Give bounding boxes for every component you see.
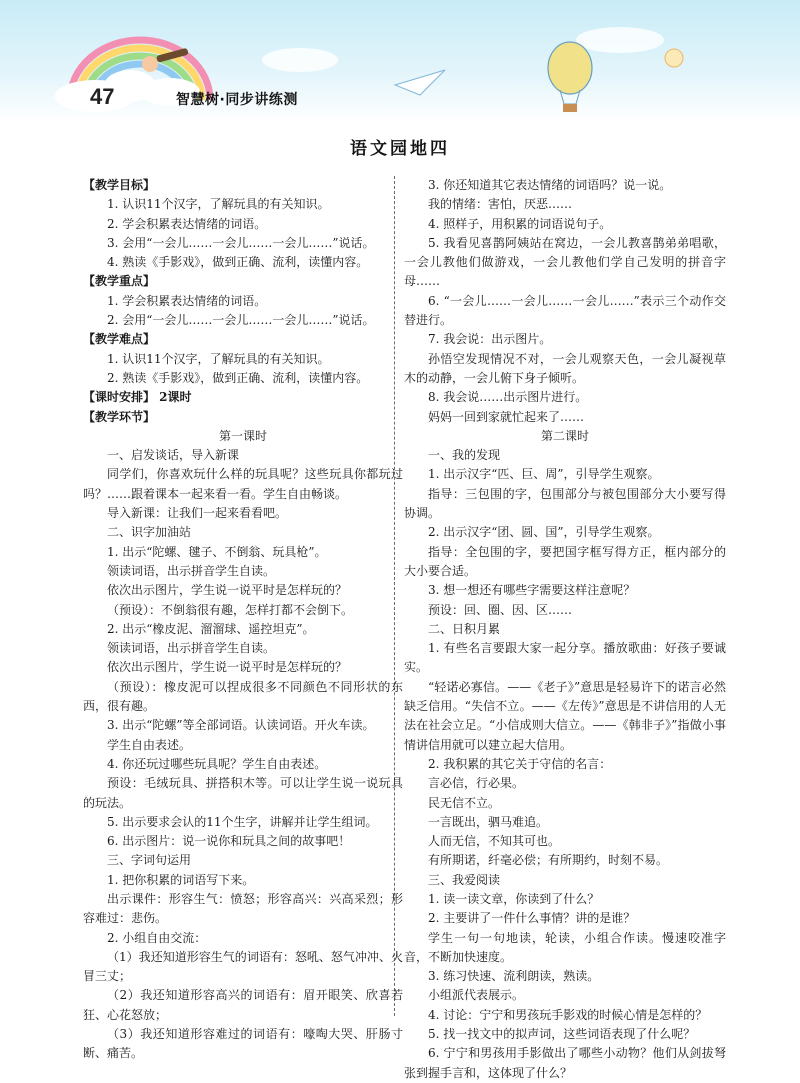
left-column-paragraph: 出示课件：形容生气：愤怒；形容高兴：兴高采烈；形容难过：悲伤。	[83, 891, 403, 926]
left-column-paragraph: 2. 学会积累表达情绪的词语。	[107, 216, 267, 231]
series-title: 智慧树·同步讲练测	[176, 92, 298, 108]
right-column-paragraph: 6. 宁宁和男孩用手影做出了哪些小动物？他们从剑拔弩张到握手言和，这体现了什么？	[404, 1046, 726, 1080]
right-column-paragraph: 预设：回、圈、因、区……	[428, 602, 573, 617]
right-column-paragraph: “轻诺必寡信。——《老子》”意思是轻易许下的诺言必然缺乏信用。“失信不立。——《左传》”意思是不讲信用的人无法在社会立足。“小信成则大信立。——《韩非子》”指做小事情讲信用就可以建立起大信用。	[404, 679, 726, 752]
right-column-paragraph: 2. 主要讲了一件什么事情？讲的是谁？	[428, 911, 636, 926]
left-column-paragraph: 1. 出示“陀螺、毽子、不倒翁、玩具枪”。	[107, 544, 327, 559]
right-column-paragraph: 4. 照样子，用积累的词语说句子。	[428, 216, 612, 231]
right-column-paragraph: 民无信不立。	[428, 795, 501, 810]
left-column-paragraph: 1. 把你积累的词语写下来。	[107, 872, 255, 887]
left-column-paragraph: 领读词语，出示拼音学生自读。	[107, 641, 276, 656]
right-column-paragraph: 一言既出，驷马难追。	[428, 814, 549, 829]
chapter-title: 语文园地四	[350, 139, 450, 159]
left-column-paragraph: （预设）：不倒翁很有趣，怎样打都不会倒下。	[107, 602, 354, 617]
right-column-paragraph: 3. 练习快速、流利朗读，熟读。	[428, 969, 600, 984]
left-column-paragraph: 1. 认识11个汉字，了解玩具的有关知识。	[107, 197, 330, 212]
left-column-paragraph: （2）我还知道形容高兴的词语有：眉开眼笑、欣喜若狂、心花怒放；	[83, 988, 403, 1022]
paper-plane-icon	[395, 70, 445, 95]
right-column-paragraph: 一、我的发现	[428, 448, 501, 463]
right-column-paragraph: 二、日积月累	[428, 621, 501, 636]
left-column-paragraph: 【教学重点】	[83, 274, 156, 289]
left-column-paragraph: （3）我还知道形容难过的词语有：嚎啕大哭、肝肠寸断、痛苦。	[83, 1027, 403, 1061]
left-column-paragraph: 【课时安排】 2课时	[83, 390, 192, 405]
right-column-paragraph: 3. 想一想还有哪些字需要这样注意呢？	[428, 583, 636, 598]
left-column-paragraph: （1）我还知道形容生气的词语有：怒吼、怒气冲冲、火冒三丈；	[83, 949, 403, 984]
left-column-paragraph: 依次出示图片，学生说一说平时是怎样玩的？	[107, 583, 348, 598]
right-column-paragraph: 有所期诺，纤毫必偿；有所期约，时刻不易。	[428, 853, 669, 868]
left-column-paragraph: （预设）：橡皮泥可以捏成很多不同颜色不同形状的东西，很有趣。	[83, 679, 403, 714]
right-column-paragraph: 5. 找一找文中的拟声词，这些词语表现了什么呢？	[428, 1027, 696, 1042]
left-column-paragraph: 2. 小组自由交流：	[107, 930, 207, 945]
left-column-paragraph: 6. 出示图片：说一说你和玩具之间的故事吧！	[107, 834, 351, 849]
header-decoration	[0, 0, 800, 122]
right-column-paragraph: 我的情绪：害怕，厌恶……	[428, 197, 573, 212]
right-column	[404, 176, 726, 1083]
right-column-paragraph: 学生一句一句地读，轮读，小组合作读。慢速咬准字音，不断加快速度。	[404, 930, 726, 964]
left-column-paragraph: 3. 出示“陀螺”等全部词语。认读词语。开火车读。	[107, 718, 375, 733]
left-column-paragraph: 学生自由表述。	[107, 737, 192, 752]
left-column-paragraph: 二、识字加油站	[107, 525, 192, 540]
right-column-paragraph: 孙悟空发现情况不对，一会儿观察天色，一会儿凝视草木的动静，一会儿俯下身子倾听。	[404, 351, 726, 385]
left-column-paragraph: 2. 会用“一会儿……一会儿……一会儿……”说话。	[107, 313, 375, 328]
right-column-paragraph: 小组派代表展示。	[428, 988, 525, 1003]
sun-icon	[665, 49, 683, 67]
right-column-paragraph: 三、我爱阅读	[428, 872, 501, 887]
right-column-paragraph: 第二课时	[540, 428, 589, 443]
right-column-paragraph: 3. 你还知道其它表达情绪的词语吗？说一说。	[428, 178, 672, 192]
right-column-paragraph: 指导：全包围的字，要把国字框写得方正，框内部分的大小要合适。	[404, 544, 726, 578]
hot-air-balloon-icon	[548, 42, 592, 112]
left-column-paragraph: 4. 熟读《手影戏》，做到正确、流利，读懂内容。	[107, 255, 369, 270]
left-column-paragraph: 第一课时	[218, 428, 267, 443]
left-column-paragraph: 4. 你还玩过哪些玩具呢？学生自由表述。	[107, 756, 327, 771]
left-column-paragraph: 领读词语，出示拼音学生自读。	[107, 563, 276, 578]
right-column-paragraph: 6. “一会儿……一会儿……一会儿……”表示三个动作交替进行。	[404, 293, 726, 328]
left-column-paragraph: 2. 出示“橡皮泥、溜溜球、遥控坦克”。	[107, 621, 315, 636]
left-column-paragraph: 同学们，你喜欢玩什么样的玩具呢？这些玩具你都玩过吗？……跟着课本一起来看一看。学生自由畅谈。	[83, 467, 403, 501]
left-column-paragraph: 一、启发谈话，导入新课	[107, 448, 240, 463]
left-column-paragraph: 预设：毛绒玩具、拼搭积木等。可以让学生说一说玩具的玩法。	[83, 776, 403, 810]
page-header	[0, 0, 800, 122]
left-column-paragraph: 三、字词句运用	[107, 853, 192, 868]
right-column-paragraph: 4. 讨论：宁宁和男孩玩手影戏的时候心情是怎样的？	[428, 1007, 708, 1022]
left-column-paragraph: 【教学环节】	[83, 409, 156, 424]
left-column-paragraph: 导入新课：让我们一起来看看吧。	[107, 506, 288, 521]
left-column-paragraph: 1. 认识11个汉字，了解玩具的有关知识。	[107, 351, 330, 366]
right-column-paragraph: 8. 我会说……出示图片进行。	[428, 390, 588, 405]
left-column-paragraph: 3. 会用“一会儿……一会儿……一会儿……”说话。	[107, 235, 375, 250]
page-number: 47	[90, 84, 115, 109]
right-column-paragraph: 2. 我积累的其它关于守信的名言：	[428, 756, 612, 771]
right-column-paragraph: 5. 我看见喜鹊阿姨站在窝边，一会儿教喜鹊弟弟唱歌，一会儿教他们做游戏，一会儿教他们学自己发明的拼音字母……	[404, 235, 726, 289]
right-column-paragraph: 人而无信，不知其可也。	[428, 834, 561, 849]
left-column-paragraph: 【教学目标】	[83, 178, 156, 192]
right-column-paragraph: 言必信，行必果。	[428, 776, 525, 791]
left-column	[83, 176, 403, 1064]
left-column-paragraph: 1. 学会积累表达情绪的词语。	[107, 293, 267, 308]
right-column-paragraph: 7. 我会说：出示图片。	[428, 332, 552, 347]
left-column-paragraph: 5. 出示要求会认的11个生字，讲解并让学生组词。	[107, 814, 378, 829]
right-column-paragraph: 指导：三包围的字，包围部分与被包围部分大小要写得协调。	[404, 486, 726, 521]
right-column-paragraph: 1. 出示汉字“匹、巨、周”，引导学生观察。	[428, 467, 660, 482]
left-column-paragraph: 依次出示图片，学生说一说平时是怎样玩的？	[107, 660, 348, 675]
left-column-paragraph: 【教学难点】	[83, 332, 156, 347]
right-column-paragraph: 1. 读一读文章，你读到了什么？	[428, 891, 600, 906]
left-column-paragraph: 2. 熟读《手影戏》，做到正确、流利，读懂内容。	[107, 370, 369, 385]
right-column-paragraph: 妈妈一回到家就忙起来了……	[428, 409, 585, 424]
right-column-paragraph: 1. 有些名言要跟大家一起分享。播放歌曲：好孩子要诚实。	[404, 641, 726, 675]
right-column-paragraph: 2. 出示汉字“团、圆、国”，引导学生观察。	[428, 525, 660, 540]
